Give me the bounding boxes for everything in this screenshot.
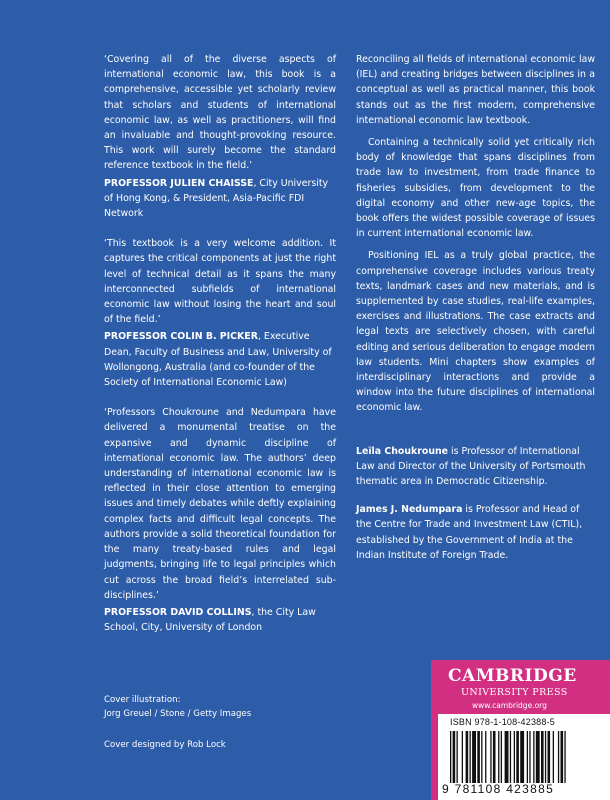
- barcode-icon: [450, 731, 606, 783]
- endorsement-quote-2: ‘This textbook is a very welcome addition. It captures the critical components at just the right level of technical detail as it spans the many interconnected subfields of international economic law without losing the heart and soul of the field.’: [104, 238, 336, 326]
- endorsement-attribution-2: [104, 329, 336, 390]
- author-name-2: James J. Nedumpara: [356, 504, 463, 516]
- endorser-name-3: PROFESSOR DAVID COLLINS: [104, 606, 252, 618]
- endorsement-attribution-3: [104, 605, 336, 635]
- author-bio-1: [356, 444, 595, 490]
- cover-illustration-credit: Jorg Greuel / Stone / Getty Images: [104, 709, 252, 719]
- endorser-affiliation-1: , City University of Hong Kong, & President, Asia-Pacific FDI Network: [104, 177, 329, 220]
- publisher-url: www.cambridge.org: [472, 701, 547, 710]
- publisher-block: [431, 660, 610, 800]
- barcode-panel: [438, 714, 610, 800]
- endorser-affiliation-3: , the City Law School, City, University of London: [104, 606, 316, 634]
- endorser-name-1: PROFESSOR JULIEN CHAISSE: [104, 177, 254, 189]
- endorsement-attribution-1: [104, 176, 336, 222]
- barcode-digits: 9 781108 423885: [442, 782, 555, 796]
- author-bio-text-2: is Professor and Head of the Centre for Trade and Investment Law (CTIL), established by the Government of India at the Indian Institute of Foreign Trade.: [356, 504, 583, 561]
- description-column: [356, 52, 595, 572]
- description-paragraph-2: Containing a technically solid yet critically rich body of knowledge that spans disciplines from trade law to investment, from trade finance to fisheries subsidies, from development to the digital economy and other new-age topics, the book offers the widest possible coverage of issues in current international economic law.: [356, 137, 595, 240]
- cover-credits: [104, 693, 344, 752]
- endorser-name-2: PROFESSOR COLIN B. PICKER: [104, 331, 258, 343]
- author-bio-text-1: is Professor of International Law and Director of the University of Portsmouth thematic area in Democratic Citizenship.: [356, 445, 586, 488]
- author-bio-2: [356, 502, 595, 563]
- publisher-logo-name: CAMBRIDGE: [448, 666, 577, 686]
- cover-illustration-label: Cover illustration:: [104, 695, 181, 705]
- publisher-logo-subtitle: UNIVERSITY PRESS: [461, 687, 568, 698]
- author-name-1: Leïla Choukroune: [356, 445, 449, 457]
- endorsements-column: [104, 52, 336, 650]
- endorsement-quote-3: ‘Professors Choukroune and Nedumpara have delivered a monumental treatise on the expansive and dynamic discipline of international economic law. The authors’ deep understanding of international economic law is reflected in their close attention to emerging issues and timely debates while deftly explaining complex facts and difficult legal concepts. The authors provide a solid theoretical foundation for the many treaty-based rules and legal judgments, bringing life to legal principles which cut across the broad field’s interrelated sub-disciplines.’: [104, 407, 336, 601]
- description-paragraph-3: Positioning IEL as a truly global practice, the comprehensive coverage includes various treaty texts, landmark cases and new materials, and is supplemented by case studies, real-life examples, exercises and illustrations. The case extracts and legal texts are selectively chosen, with careful editing and serious deliberation to engage modern law students. Mini chapters show examples of interdisciplinary interactions and provide a window into the future disciplines of international economic law.: [356, 250, 595, 414]
- cover-designer-credit: Cover designed by Rob Lock: [104, 740, 226, 750]
- endorsement-quote-1: ‘Covering all of the diverse aspects of international economic law, this book is a comprehensive, accessible yet scholarly review that scholars and students of international economic law, as well as practitioners, will find an invaluable and thought-provoking resource. This work will surely become the standard reference textbook in the field.’: [104, 54, 336, 172]
- endorser-affiliation-2: , Executive Dean, Faculty of Business and Law, University of Wollongong, Australia (and co-founder of the Society of International Economic Law): [104, 331, 332, 389]
- isbn-text: ISBN 978-1-108-42388-5: [450, 717, 555, 727]
- description-paragraph-1: Reconciling all fields of international economic law (IEL) and creating bridges between disciplines in a conceptual as well as practical manner, this book stands out as the first modern, comprehensive international economic law textbook.: [356, 54, 595, 126]
